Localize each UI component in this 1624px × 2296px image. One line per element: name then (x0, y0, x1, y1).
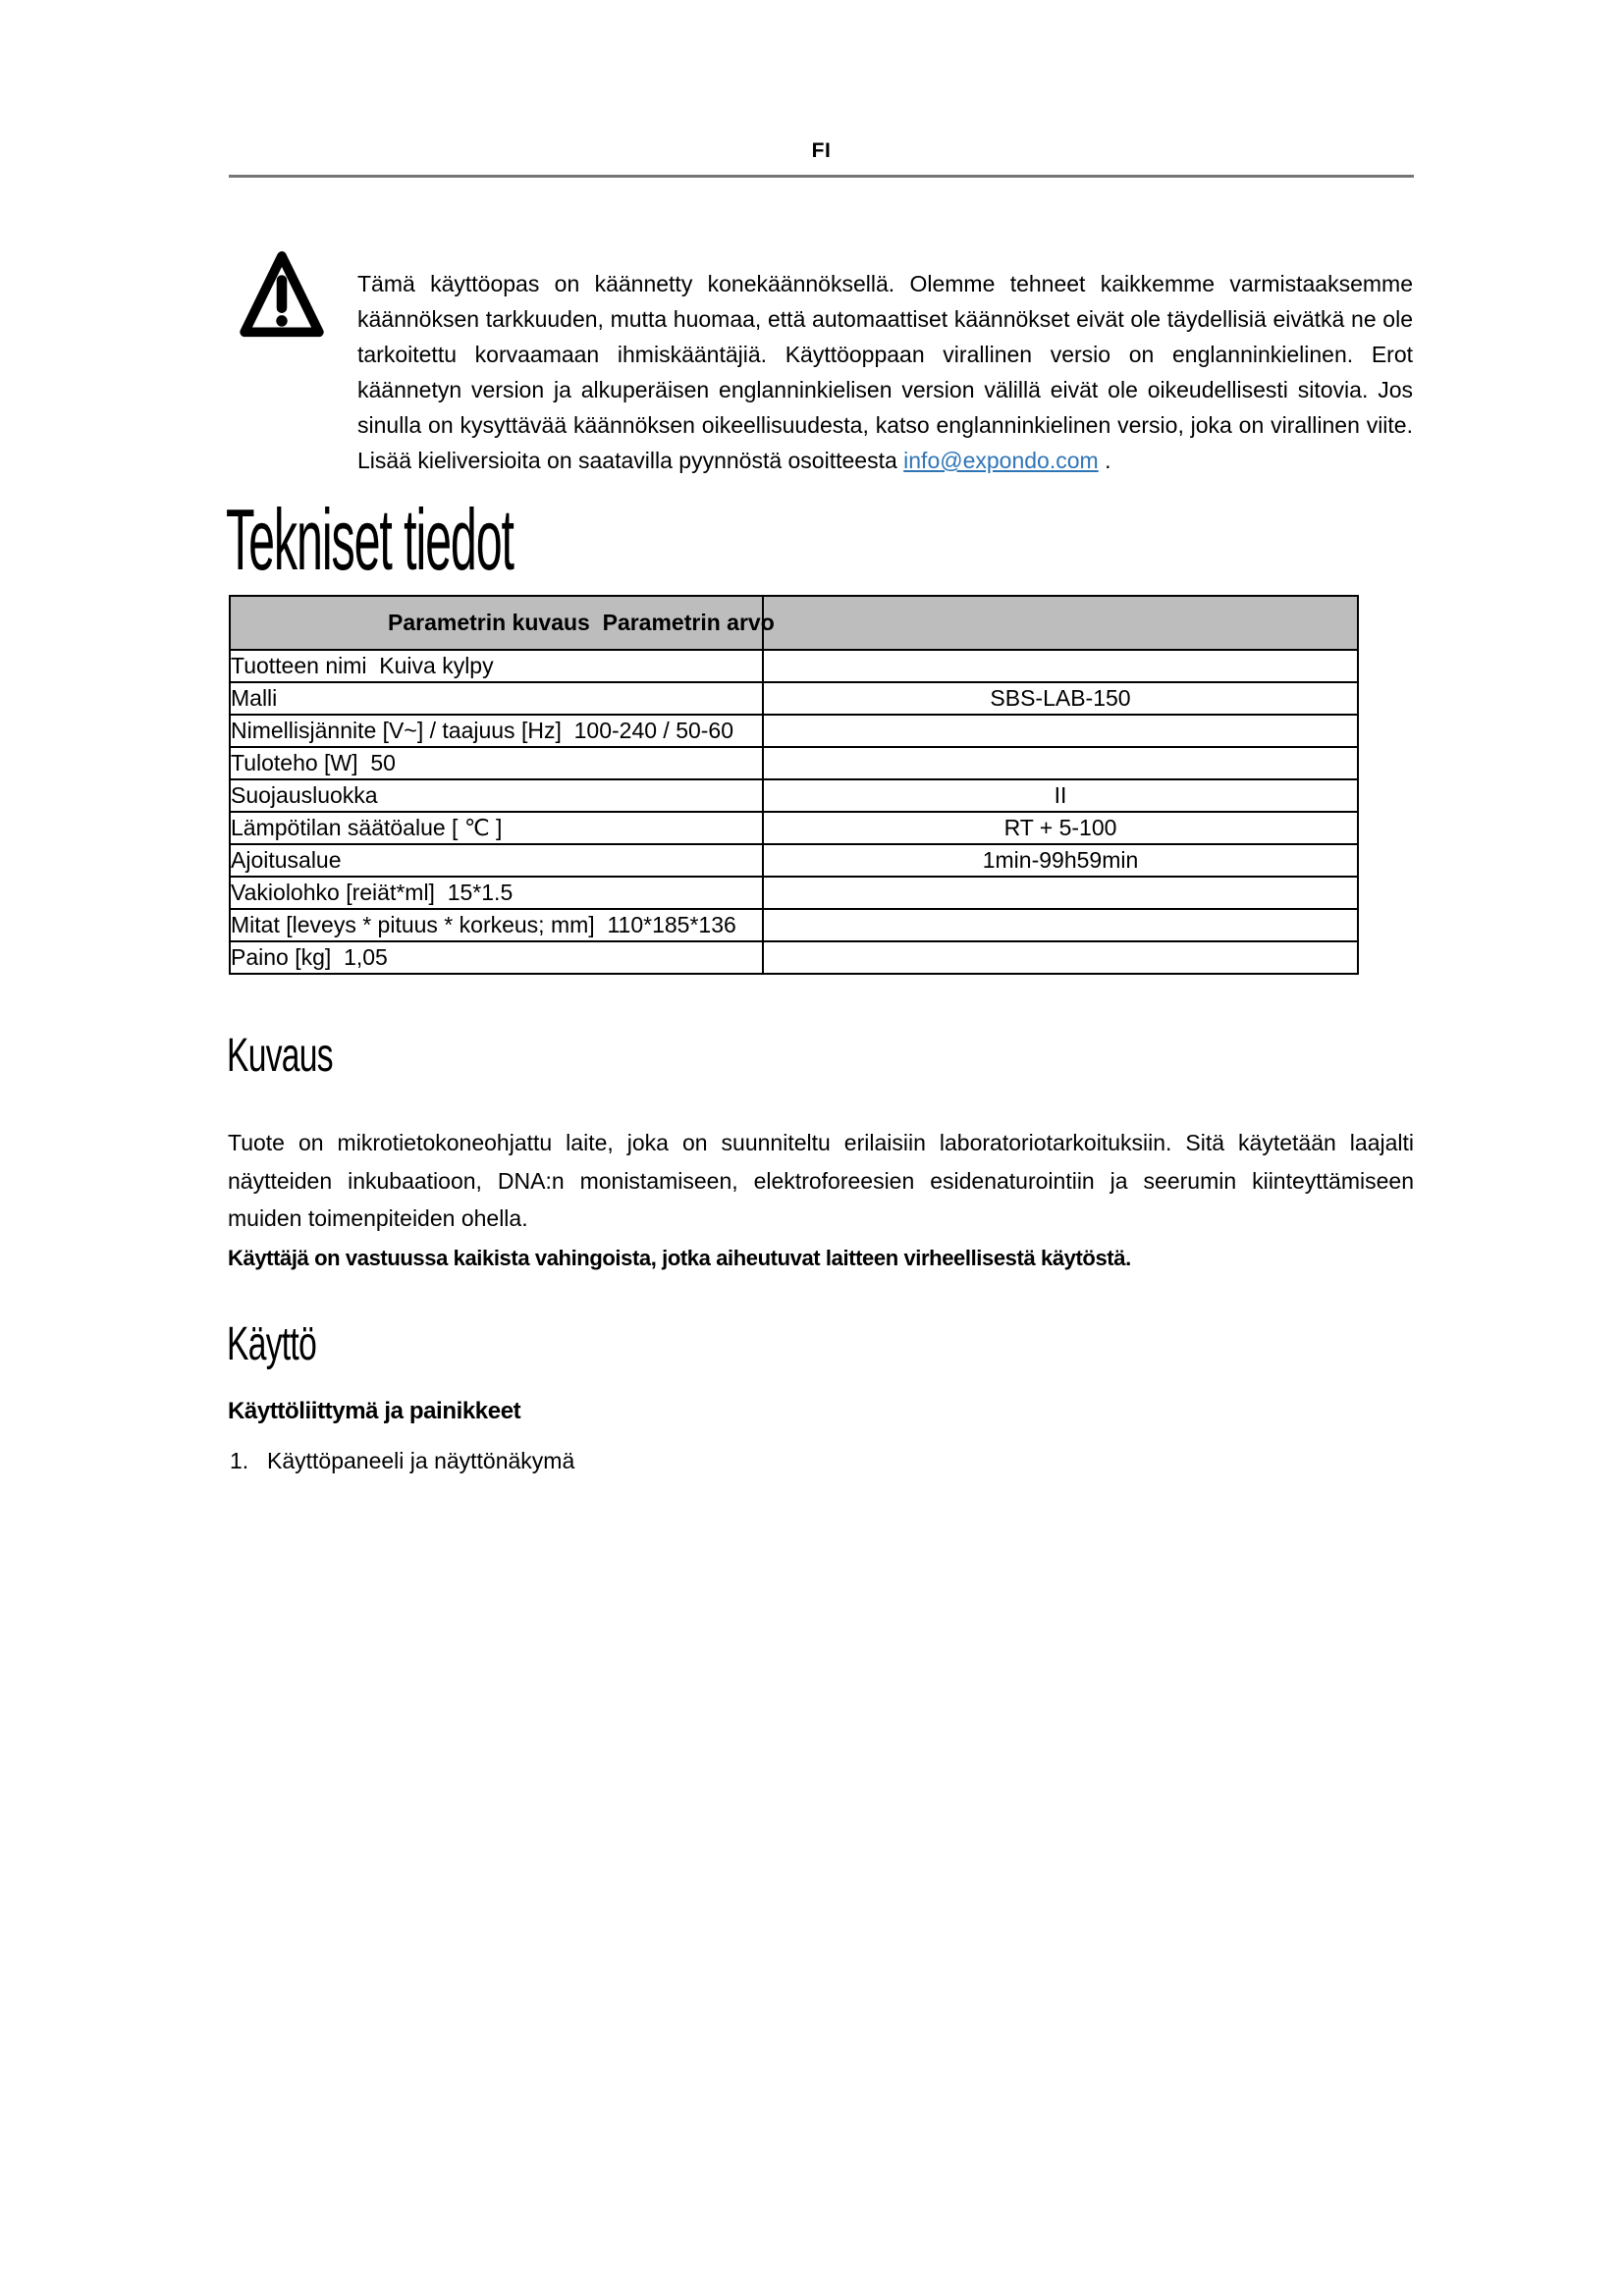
param-label: Mitat [leveys * pituus * korkeus; mm] 110*185*136 (230, 909, 763, 941)
notice-paragraph (357, 266, 1413, 478)
param-value: 1min-99h59min (763, 844, 1358, 877)
param-label: Vakiolohko [reiät*ml] 15*1.5 (230, 877, 763, 909)
param-label: Tuotteen nimi Kuiva kylpy (230, 650, 763, 682)
param-value (763, 747, 1358, 779)
table-row (230, 909, 1358, 941)
param-value (763, 909, 1358, 941)
table-row (230, 779, 1358, 812)
param-value (763, 941, 1358, 974)
technical-data-table-wrap (229, 595, 1359, 975)
header-rule (229, 175, 1414, 178)
kuvaus-paragraph: Tuote on mikrotietokoneohjattu laite, joka on suunniteltu erilaisiin laboratoriotarkoituksiin. Sitä käytetään laajalti näytteiden inkubaatioon, DNA:n monistamiseen, elektroforeesien esidenaturointiin ja seerumin kiinteyttämiseen muiden toimenpiteiden ohella. (228, 1130, 1414, 1231)
param-label: Paino [kg] 1,05 (230, 941, 763, 974)
param-label: Tuloteho [W] 50 (230, 747, 763, 779)
param-value (763, 877, 1358, 909)
notice-text-before-link: Tämä käyttöopas on käännetty konekäännöksellä. Olemme tehneet kaikkemme varmistaaksemme käännöksen tarkkuuden, mutta huomaa, että automaattiset käännökset eivät ole täydellisiä eivätkä ne ole tarkoitettu korvaamaan ihmiskääntäjiä. Käyttöoppaan virallinen versio on englanninkielinen. Erot käännetyn version ja alkuperäisen englanninkielisen version välillä eivät ole oikeudellisesti sitovia. Jos sinulla on kysyttävää käännöksen oikeellisuudesta, katso englanninkielinen versio, joka on virallinen viite. Lisää kieliversioita on saatavilla pyynnöstä osoitteesta (357, 271, 1413, 473)
page-language-label: FI (811, 139, 832, 162)
table-row (230, 877, 1358, 909)
liability-note: Käyttäjä on vastuussa kaikista vahingoista, jotka aiheutuvat laitteen virheellisestä käytöstä. (228, 1246, 1131, 1270)
param-value: II (763, 779, 1358, 812)
param-value: SBS-LAB-150 (763, 682, 1358, 715)
tekniset-tiedot-heading: Tekniset tiedot (226, 491, 514, 588)
table-row (230, 682, 1358, 715)
technical-data-table (229, 595, 1359, 975)
kaytto-heading: Käyttö (227, 1318, 317, 1370)
table-header-cell: Parametrin kuvaus Parametrin arvo (230, 596, 763, 650)
param-label: Suojausluokka (230, 779, 763, 812)
table-row (230, 650, 1358, 682)
list-item-text: Käyttöpaneeli ja näyttönäkymä (267, 1448, 575, 1473)
table-header-row (230, 596, 1358, 650)
param-value: RT + 5-100 (763, 812, 1358, 844)
table-row (230, 941, 1358, 974)
param-value (763, 650, 1358, 682)
param-label: Lämpötilan säätöalue [ ℃ ] (230, 812, 763, 844)
param-label: Malli (230, 682, 763, 715)
machine-translation-notice (239, 243, 1414, 501)
table-row (230, 747, 1358, 779)
kuvaus-heading: Kuvaus (227, 1030, 333, 1082)
list-item (230, 1448, 574, 1474)
param-value (763, 715, 1358, 747)
param-label: Ajoitusalue (230, 844, 763, 877)
notice-text-after-link: . (1098, 448, 1111, 473)
param-label: Nimellisjännite [V~] / taajuus [Hz] 100-240 / 50-60 (230, 715, 763, 747)
kaytto-subheading: Käyttöliittymä ja painikkeet (228, 1398, 521, 1424)
table-header-cell-empty (763, 596, 1358, 650)
table-row (230, 844, 1358, 877)
email-link[interactable]: info@expondo.com (903, 448, 1099, 473)
table-row (230, 812, 1358, 844)
table-row (230, 715, 1358, 747)
list-item-number: 1. (230, 1448, 249, 1473)
warning-triangle-icon (239, 247, 325, 343)
